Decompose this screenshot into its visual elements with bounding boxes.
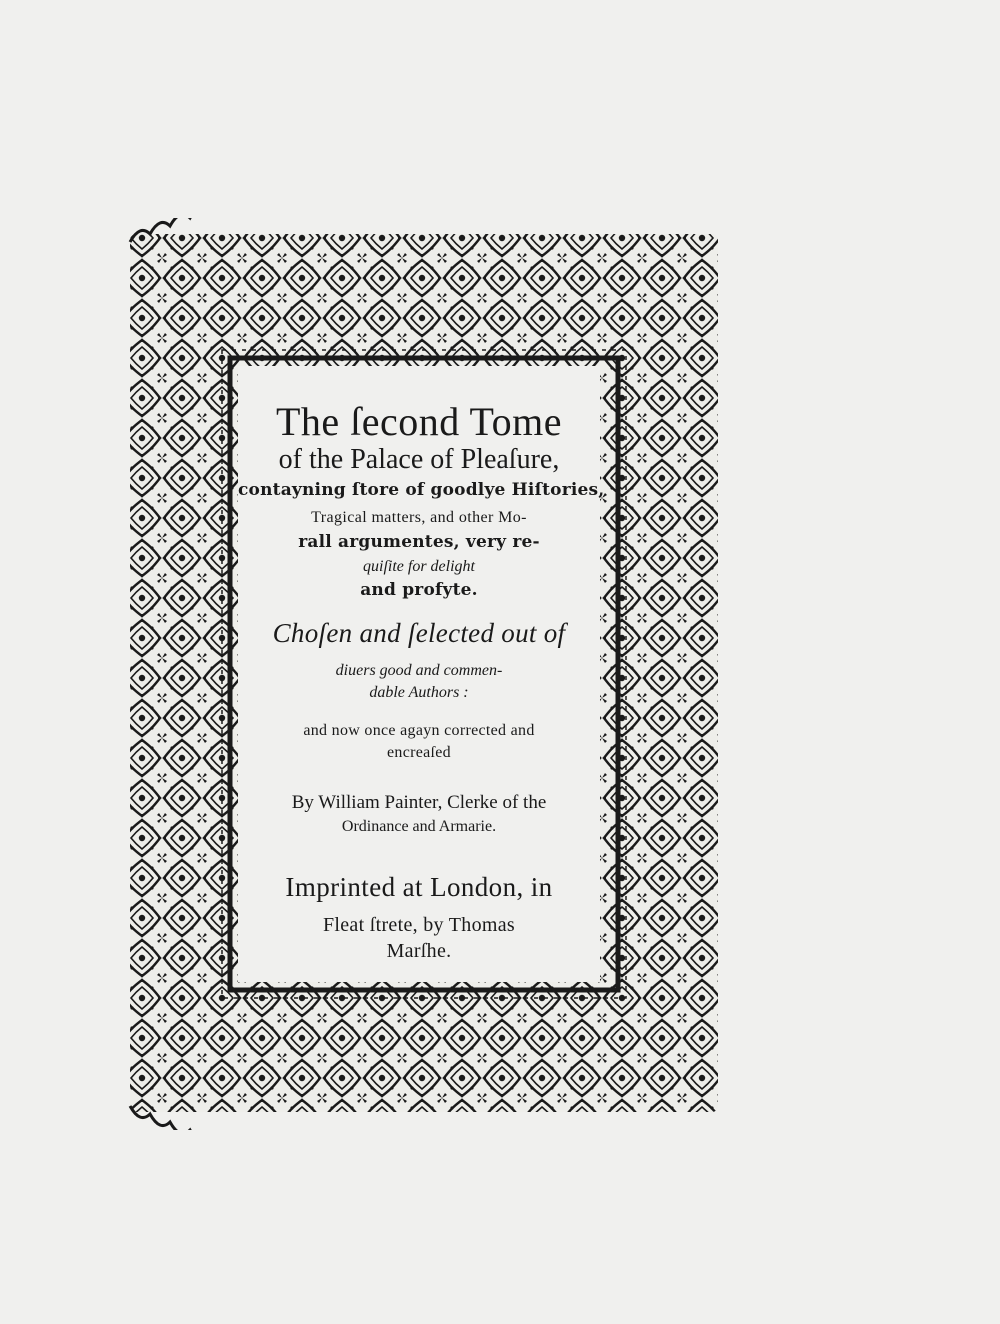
imprint-line-2: Fleat ſtrete, by Thomas [322, 914, 516, 936]
imprint-line-1: Imprinted at London, in [285, 872, 553, 902]
title-line-1: The ſecond Tome [275, 399, 563, 444]
subtitle-italic-line: quiſite for delight [363, 558, 475, 575]
author-line-2: Ordinance and Armarie. [341, 818, 497, 835]
subtitle-blackletter-line-3: and profyte. [360, 580, 478, 600]
subtitle-blackletter-line-2: rall argumentes, very re- [298, 532, 540, 552]
title-line-2: of the Palace of Pleaſure, [278, 444, 560, 475]
subtitle-blackletter-line-1: contayning ſtore of goodlye Hiſtories, [238, 480, 605, 500]
subtitle-roman-line: Tragical matters, and other Mo- [311, 509, 527, 526]
imprint-line-3: Marſhe. [386, 940, 452, 962]
edition-line-2: encreaſed [387, 744, 451, 761]
author-line-1: By William Painter, Clerke of the [291, 792, 547, 813]
edition-line-1: and now once agayn corrected and [303, 722, 535, 739]
title-page-text-panel [238, 366, 605, 982]
sources-line-2: dable Authors : [369, 684, 469, 701]
sources-line-1: diuers good and commen- [335, 662, 503, 679]
chosen-selected-heading: Choſen and ſelected out of [272, 618, 566, 648]
